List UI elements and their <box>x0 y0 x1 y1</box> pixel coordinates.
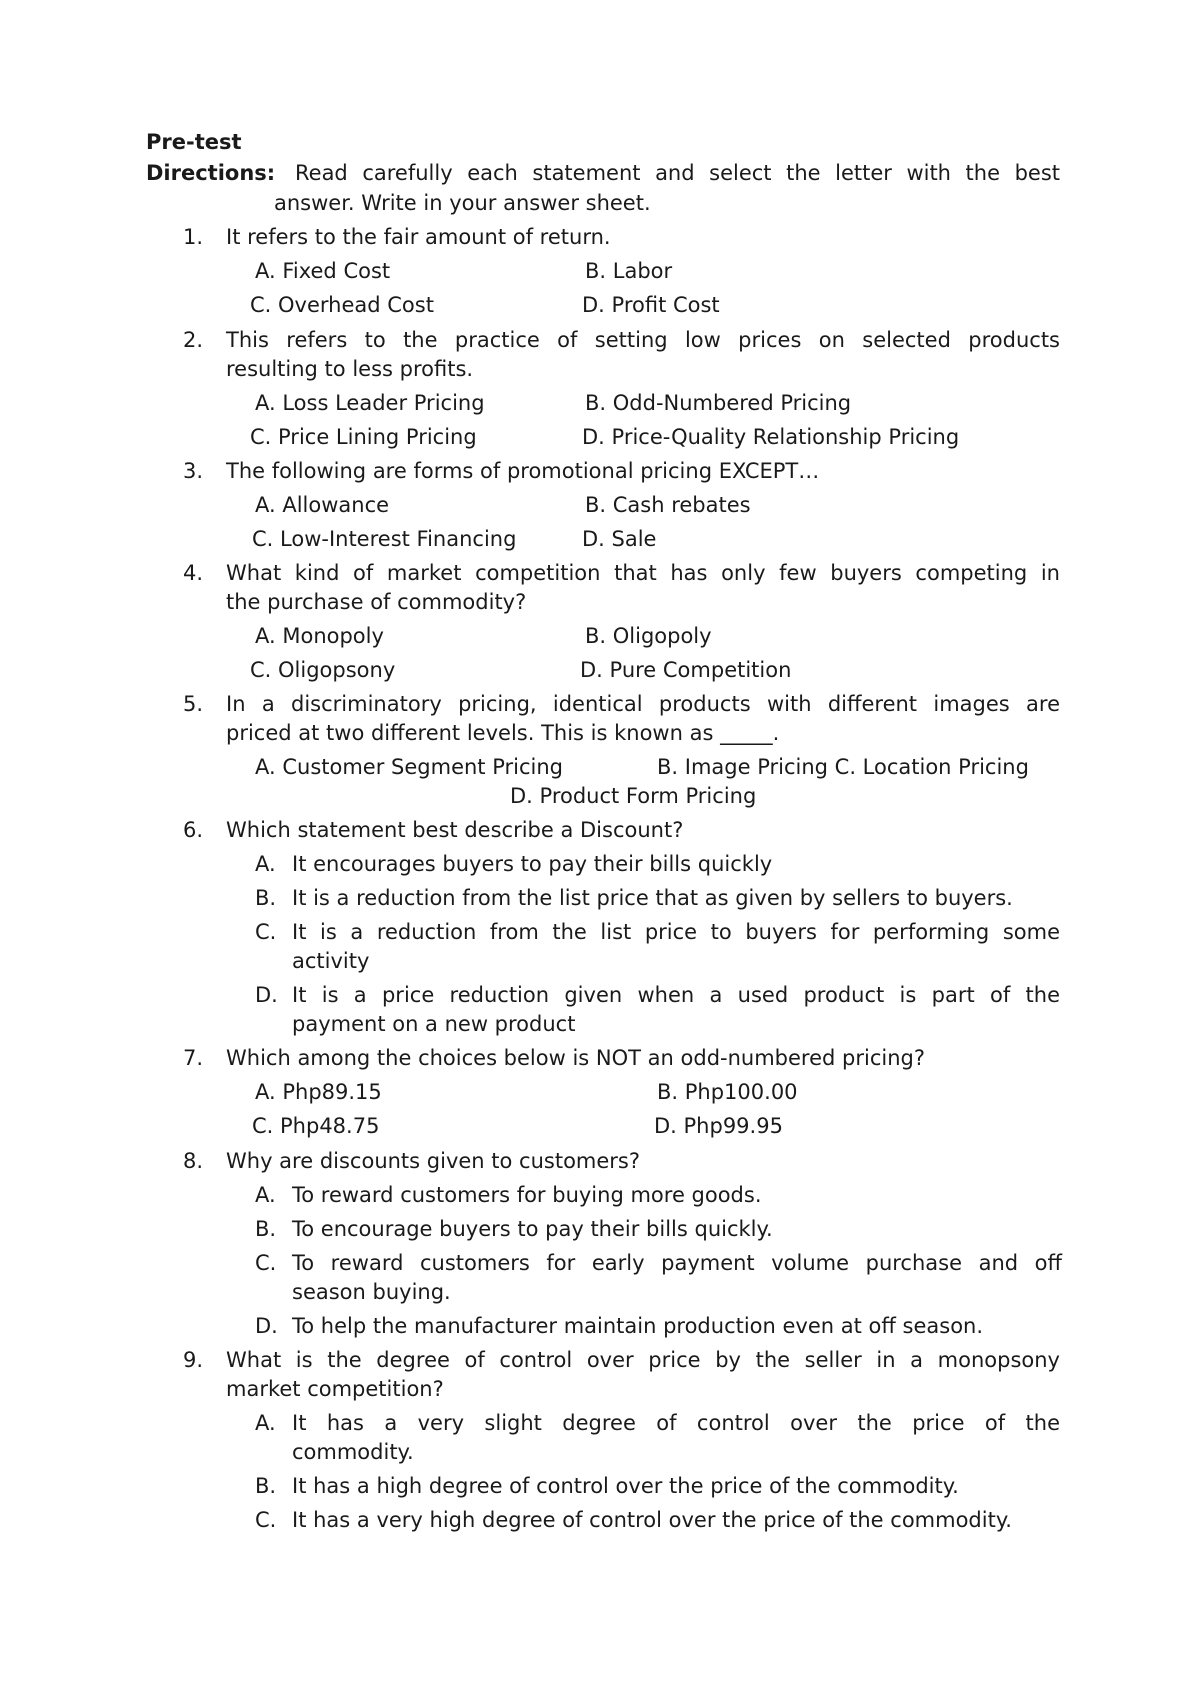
option-d: D. Profit Cost <box>582 293 720 317</box>
question-text-2: priced at two different levels. This is known as _____. <box>226 721 780 745</box>
option-d-2: payment on a new product <box>292 1012 576 1036</box>
option-letter: A. <box>255 852 276 876</box>
option-b: B. Oligopoly <box>585 624 712 648</box>
option-c: C. Oligopsony <box>250 658 396 682</box>
option-a: A. Php89.15 <box>255 1080 382 1104</box>
option-a: It encourages buyers to pay their bills quickly <box>292 852 773 876</box>
option-b: B. Labor <box>585 259 673 283</box>
question-number: 1. <box>183 225 204 249</box>
question-number: 3. <box>183 459 204 483</box>
question-text: This refers to the practice of setting low prices on selected products <box>226 328 1060 352</box>
question-number: 5. <box>183 692 204 716</box>
directions-text-2: answer. Write in your answer sheet. <box>274 191 651 215</box>
option-letter: D. <box>255 983 278 1007</box>
option-b: To encourage buyers to pay their bills quickly. <box>292 1217 773 1241</box>
option-c: C. Low-Interest Financing <box>252 527 517 551</box>
option-d: D. Php99.95 <box>654 1114 783 1138</box>
option-c-2: activity <box>292 949 370 973</box>
option-letter: C. <box>255 1508 277 1532</box>
question-number: 7. <box>183 1046 204 1070</box>
option-b: It has a high degree of control over the price of the commodity. <box>292 1474 959 1498</box>
option-a: To reward customers for buying more goods. <box>292 1183 762 1207</box>
question-text: Which statement best describe a Discount? <box>226 818 684 842</box>
question-number: 9. <box>183 1348 204 1372</box>
option-a: It has a very slight degree of control over the price of the <box>292 1411 1060 1435</box>
option-letter: B. <box>255 886 277 910</box>
option-d: To help the manufacturer maintain production even at off season. <box>292 1314 984 1338</box>
directions-text: Read carefully each statement and select the letter with the best <box>295 161 1060 185</box>
option-letter: D. <box>255 1314 278 1338</box>
option-d: D. Sale <box>582 527 657 551</box>
option-a: A. Customer Segment Pricing <box>255 755 563 779</box>
question-number: 8. <box>183 1149 204 1173</box>
option-d: D. Pure Competition <box>580 658 792 682</box>
question-text-2: resulting to less profits. <box>226 357 474 381</box>
directions-label: Directions: <box>146 161 276 185</box>
option-c: C. Price Lining Pricing <box>250 425 477 449</box>
question-text: What is the degree of control over price by the seller in a monopsony <box>226 1348 1060 1372</box>
option-a-2: commodity. <box>292 1440 414 1464</box>
option-b: B. Cash rebates <box>585 493 751 517</box>
question-text-2: market competition? <box>226 1377 444 1401</box>
option-b: B. Php100.00 <box>657 1080 798 1104</box>
option-a: A. Allowance <box>255 493 390 517</box>
option-a: A. Fixed Cost <box>255 259 391 283</box>
option-b-c: B. Image Pricing C. Location Pricing <box>657 755 1029 779</box>
question-text: The following are forms of promotional pricing EXCEPT… <box>226 459 820 483</box>
question-text: In a discriminatory pricing, identical products with different images are <box>226 692 1060 716</box>
option-d: D. Product Form Pricing <box>510 784 757 808</box>
question-text: It refers to the fair amount of return. <box>226 225 611 249</box>
question-number: 4. <box>183 561 204 585</box>
option-letter: C. <box>255 920 277 944</box>
option-c: To reward customers for early payment volume purchase and off <box>292 1251 1062 1275</box>
question-text: What kind of market competition that has only few buyers competing in <box>226 561 1060 585</box>
option-c-2: season buying. <box>292 1280 451 1304</box>
option-letter: C. <box>255 1251 277 1275</box>
option-a: A. Loss Leader Pricing <box>255 391 485 415</box>
option-c: It has a very high degree of control over the price of the commodity. <box>292 1508 1012 1532</box>
option-letter: B. <box>255 1474 277 1498</box>
option-c: It is a reduction from the list price to buyers for performing some <box>292 920 1060 944</box>
question-text-2: the purchase of commodity? <box>226 590 527 614</box>
option-d: It is a price reduction given when a used product is part of the <box>292 983 1060 1007</box>
option-b: It is a reduction from the list price that as given by sellers to buyers. <box>292 886 1013 910</box>
page-title: Pre-test <box>146 130 242 154</box>
option-a: A. Monopoly <box>255 624 384 648</box>
question-text: Which among the choices below is NOT an odd-numbered pricing? <box>226 1046 925 1070</box>
option-letter: A. <box>255 1411 276 1435</box>
question-number: 6. <box>183 818 204 842</box>
option-d: D. Price-Quality Relationship Pricing <box>582 425 960 449</box>
option-b: B. Odd-Numbered Pricing <box>585 391 852 415</box>
option-letter: A. <box>255 1183 276 1207</box>
option-c: C. Overhead Cost <box>250 293 434 317</box>
question-number: 2. <box>183 328 204 352</box>
option-c: C. Php48.75 <box>252 1114 380 1138</box>
option-letter: B. <box>255 1217 277 1241</box>
question-text: Why are discounts given to customers? <box>226 1149 641 1173</box>
